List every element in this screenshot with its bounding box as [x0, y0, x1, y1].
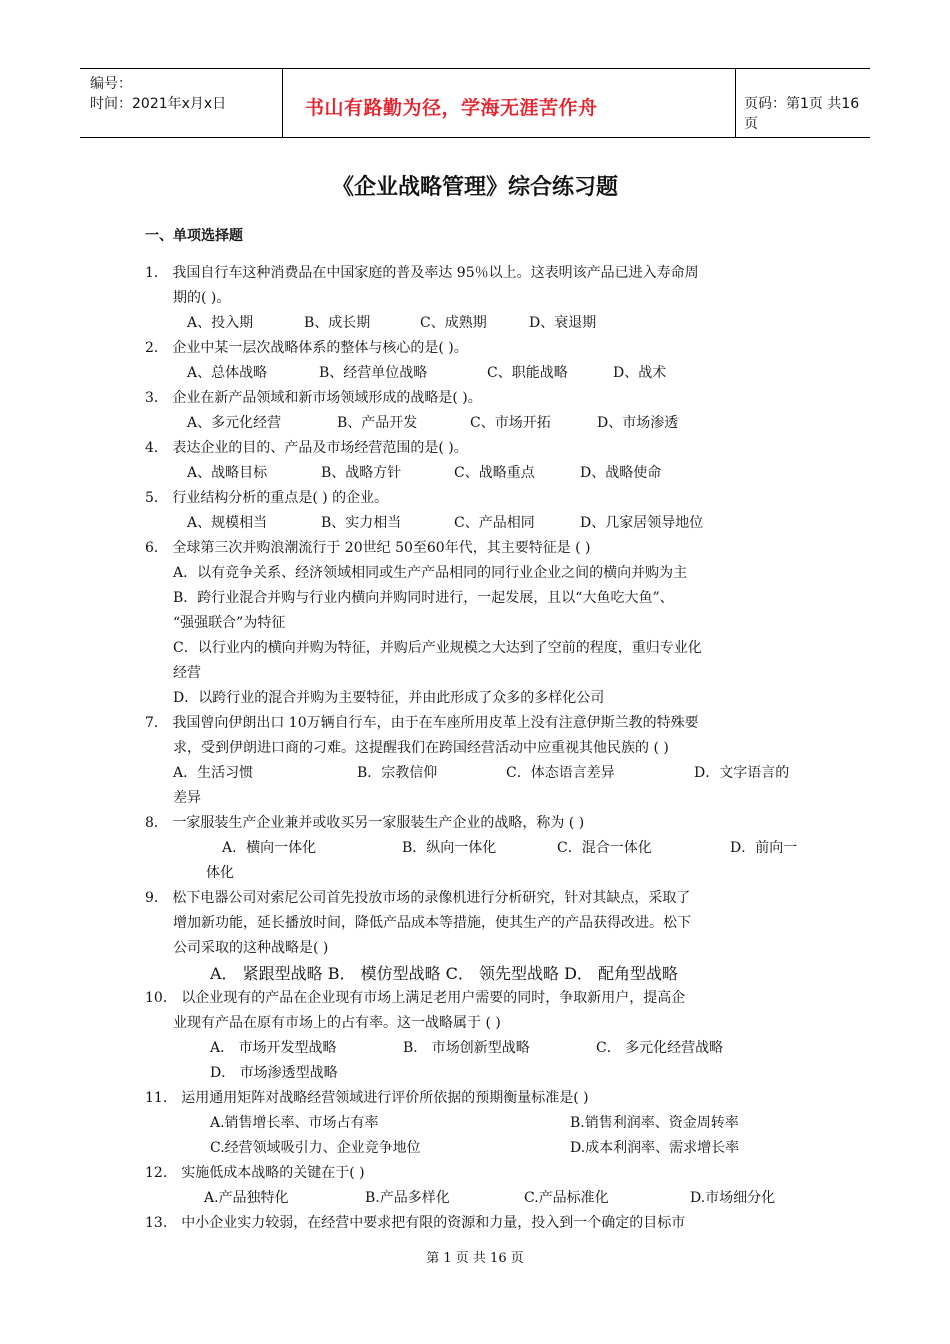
question-7-option-a: A．生活习惯 [173, 765, 254, 781]
question-7-option-c: C．体态语言差异 [506, 765, 615, 781]
question-2-option-d: D、战术 [613, 365, 667, 381]
question-7-option-b: B．宗教信仰 [357, 765, 438, 781]
question-8-option-c: C．混合一体化 [557, 840, 652, 856]
question-6-option-b-line-2: “强强联合”为特征 [173, 615, 286, 631]
question-7-line-2: 求，受到伊朗进口商的刁难。这提醒我们在跨国经营活动中应重视其他民族的 ( ) [173, 740, 669, 756]
question-9-line-3: 公司采取的这种战略是( ) [173, 940, 329, 956]
question-10-line-1: 10． 以企业现有的产品在企业现有市场上满足老用户需要的同时，争取新用户，提高企 [145, 990, 686, 1006]
question-12: 12． 实施低成本战略的关键在于( ) [145, 1165, 365, 1181]
question-7-line-1: 7． 我国曾向伊朗出口 10万辆自行车，由于在车座所用皮革上没有注意伊斯兰教的特殊要 [145, 715, 699, 731]
question-10-option-d: D． 市场渗透型战略 [210, 1065, 338, 1081]
date-label: 时间：2021年x月x日 [90, 96, 227, 112]
question-6-option-b-line-1: B．跨行业混合并购与行业内横向并购同时进行，一起发展，且以“大鱼吃大鱼”、 [173, 590, 674, 606]
question-4: 4． 表达企业的目的、产品及市场经营范围的是( )。 [145, 440, 468, 456]
motto: 书山有路勤为径，学海无涯苦作舟 [305, 97, 598, 119]
question-8: 8． 一家服装生产企业兼并或收买另一家服装生产企业的战略，称为 ( ) [145, 815, 585, 831]
document-header [80, 68, 870, 138]
question-5-option-b: B、实力相当 [321, 515, 402, 531]
question-1-option-b: B、成长期 [304, 315, 371, 331]
question-8-option-a: A．横向一体化 [222, 840, 317, 856]
header-motto-cell [283, 69, 736, 137]
page-footer: 第 1 页 共 16 页 [426, 1251, 524, 1266]
question-5: 5． 行业结构分析的重点是( ) 的企业。 [145, 490, 389, 506]
question-11: 11． 运用通用矩阵对战略经营领域进行评价所依据的预期衡量标准是( ) [145, 1090, 589, 1106]
question-6-option-d: D．以跨行业的混合并购为主要特征，并由此形成了众多的多样化公司 [173, 690, 605, 706]
question-3-option-a: A、多元化经营 [187, 415, 282, 431]
header-page-cell [736, 69, 870, 137]
question-11-option-d: D.成本利润率、需求增长率 [570, 1140, 740, 1156]
question-1-option-a: A、投入期 [187, 315, 254, 331]
question-5-option-c: C、产品相同 [454, 515, 535, 531]
question-6-option-a: A．以有竞争关系、经济领域相同或生产产品相同的同行业企业之间的横向并购为主 [173, 565, 688, 581]
question-6-option-c-line-1: C．以行业内的横向并购为特征，并购后产业规模之大达到了空前的程度，重归专业化 [173, 640, 702, 656]
question-3: 3． 企业在新产品领域和新市场领域形成的战略是( )。 [145, 390, 482, 406]
question-12-option-b: B.产品多样化 [365, 1190, 450, 1206]
question-6-option-c-line-2: 经营 [173, 665, 201, 681]
document-title: 《企业战略管理》综合练习题 [331, 175, 618, 200]
question-12-option-c: C.产品标准化 [524, 1190, 609, 1206]
question-10-line-2: 业现有产品在原有市场上的占有率。这一战略属于 ( ) [173, 1015, 501, 1031]
question-8-option-b: B．纵向一体化 [402, 840, 497, 856]
question-10-option-c: C． 多元化经营战略 [596, 1040, 724, 1056]
question-7-option-d-cont: 差异 [173, 790, 201, 806]
question-1-option-c: C、成熟期 [420, 315, 487, 331]
question-2-option-a: A、总体战略 [187, 365, 268, 381]
question-3-option-c: C、市场开拓 [470, 415, 551, 431]
question-9-options: A． 紧跟型战略 B． 模仿型战略 C． 领先型战略 D． 配角型战略 [210, 964, 678, 983]
question-4-option-c: C、战略重点 [454, 465, 535, 481]
question-1-line-1: 1． 我国自行车这种消费品在中国家庭的普及率达 95％以上。这表明该产品已进入寿命周 [145, 265, 699, 281]
number-label: 编号： [90, 76, 132, 92]
question-10-option-a: A． 市场开发型战略 [210, 1040, 337, 1056]
question-2-option-c: C、职能战略 [487, 365, 568, 381]
question-2: 2． 企业中某一层次战略体系的整体与核心的是( )。 [145, 340, 468, 356]
question-5-option-a: A、规模相当 [187, 515, 268, 531]
question-10-option-b: B． 市场创新型战略 [403, 1040, 530, 1056]
question-4-option-a: A、战略目标 [187, 465, 268, 481]
question-8-option-d: D．前向一 [730, 840, 798, 856]
question-11-option-a: A.销售增长率、市场占有率 [210, 1115, 379, 1131]
question-12-option-d: D.市场细分化 [690, 1190, 776, 1206]
question-9-line-2: 增加新功能，延长播放时间，降低产品成本等措施，使其生产的产品获得改进。松下 [173, 915, 691, 931]
question-2-option-b: B、经营单位战略 [319, 365, 428, 381]
question-9-line-1: 9． 松下电器公司对索尼公司首先投放市场的录像机进行分析研究，针对其缺点，采取了 [145, 890, 691, 906]
question-7-option-d: D．文字语言的 [694, 765, 790, 781]
question-11-option-c: C.经营领域吸引力、企业竞争地位 [210, 1140, 421, 1156]
question-4-option-b: B、战略方针 [321, 465, 402, 481]
question-6: 6． 全球第三次并购浪潮流行于 20世纪 50至60年代，其主要特征是 ( ) [145, 540, 591, 556]
question-1-option-d: D、衰退期 [529, 315, 597, 331]
header-meta-cell [80, 69, 283, 137]
section-heading: 一、单项选择题 [145, 228, 243, 244]
question-3-option-b: B、产品开发 [337, 415, 418, 431]
question-3-option-d: D、市场渗透 [597, 415, 679, 431]
question-13: 13． 中小企业实力较弱，在经营中要求把有限的资源和力量，投入到一个确定的目标市 [145, 1215, 686, 1231]
question-1-line-2: 期的( )。 [173, 290, 231, 306]
question-8-option-d-cont: 体化 [206, 865, 234, 881]
question-12-option-a: A.产品独特化 [204, 1190, 289, 1206]
question-11-option-b: B.销售利润率、资金周转率 [570, 1115, 739, 1131]
page-info: 页码：第1页 共16页 [744, 96, 860, 132]
question-4-option-d: D、战略使命 [580, 465, 662, 481]
question-5-option-d: D、几家居领导地位 [580, 515, 704, 531]
